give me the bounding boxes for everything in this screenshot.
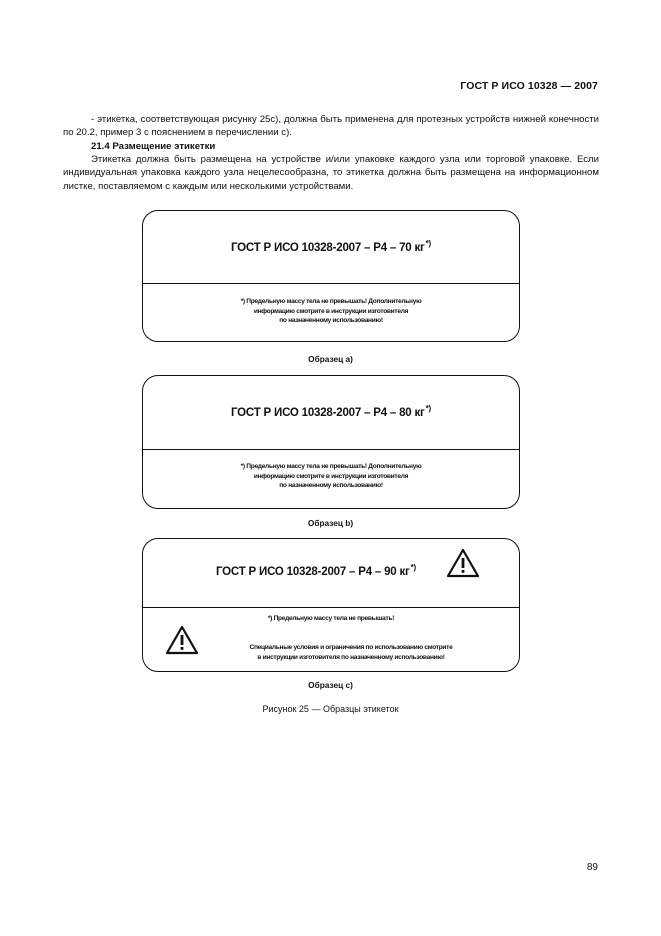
label-b-note-line: информацию смотрите в инструкции изготовителя <box>253 472 409 480</box>
label-a-title-section <box>143 211 519 284</box>
label-b-title-text: ГОСТ Р ИСО 10328-2007 – Р4 – 80 кг <box>231 407 425 419</box>
label-a-note-line: информацию смотрите в инструкции изготовителя <box>253 307 409 315</box>
label-a-title-text: ГОСТ Р ИСО 10328-2007 – Р4 – 70 кг <box>231 242 425 254</box>
section-heading: 21.4 Размещение этикетки <box>91 141 216 152</box>
label-sample-a <box>142 210 520 342</box>
label-a-note-line: *) Предельную массу тела не превышать! Дополнительную <box>240 298 422 305</box>
label-b-title-section <box>143 376 519 450</box>
label-b-title <box>143 404 519 419</box>
warning-triangle-icon <box>446 548 480 578</box>
label-a-note-line: по назначенному использованию! <box>279 317 383 324</box>
paragraph-1: - этикетка, соответствующая рисунку 25c), должна быть применена для протезных устройств нижней конечности по 20.2, пример 3 с пояснением в перечислении c). <box>63 114 599 139</box>
label-c-title-text: ГОСТ Р ИСО 10328-2007 – Р4 – 90 кг <box>216 566 410 578</box>
document-header: ГОСТ Р ИСО 10328 — 2007 <box>460 80 598 92</box>
label-c-title-mark: *) <box>410 563 416 572</box>
paragraph-2: Этикетка должна быть размещена на устройстве и/или упаковке каждого узла или торговой упаковке. Если индивидуальная упаковка каждого узла нецелесообразна, то этикетка должна быть размещена на информационном листке, поставляемом с каждым или несколькими устройствами. <box>63 154 599 192</box>
label-c-caption: Образец c) <box>308 680 353 690</box>
label-b-note-line: *) Предельную массу тела не превышать! Дополнительную <box>240 463 422 470</box>
label-a-title-mark: *) <box>425 239 431 248</box>
label-sample-b <box>142 375 520 509</box>
label-a-caption: Образец a) <box>308 354 353 364</box>
figure-caption: Рисунок 25 — Образцы этикеток <box>262 704 399 714</box>
label-b-title-mark: *) <box>425 404 431 413</box>
label-c-note-line: Специальные условия и ограничения по использованию смотрите <box>249 644 453 651</box>
label-a-title <box>143 239 519 254</box>
label-c-note <box>193 643 509 662</box>
page-number: 89 <box>586 862 598 873</box>
label-b-note-line: по назначенному использованию! <box>279 482 383 489</box>
label-c-note-line: в инструкции изготовителя по назначенному использованию! <box>257 653 445 661</box>
label-c-note-first: *) Предельную массу тела не превышать! <box>267 615 395 622</box>
label-b-caption: Образец b) <box>307 518 354 528</box>
label-c-title-section <box>143 539 519 608</box>
label-a-note <box>183 297 479 326</box>
label-b-note <box>183 462 479 491</box>
label-sample-c <box>142 538 520 672</box>
